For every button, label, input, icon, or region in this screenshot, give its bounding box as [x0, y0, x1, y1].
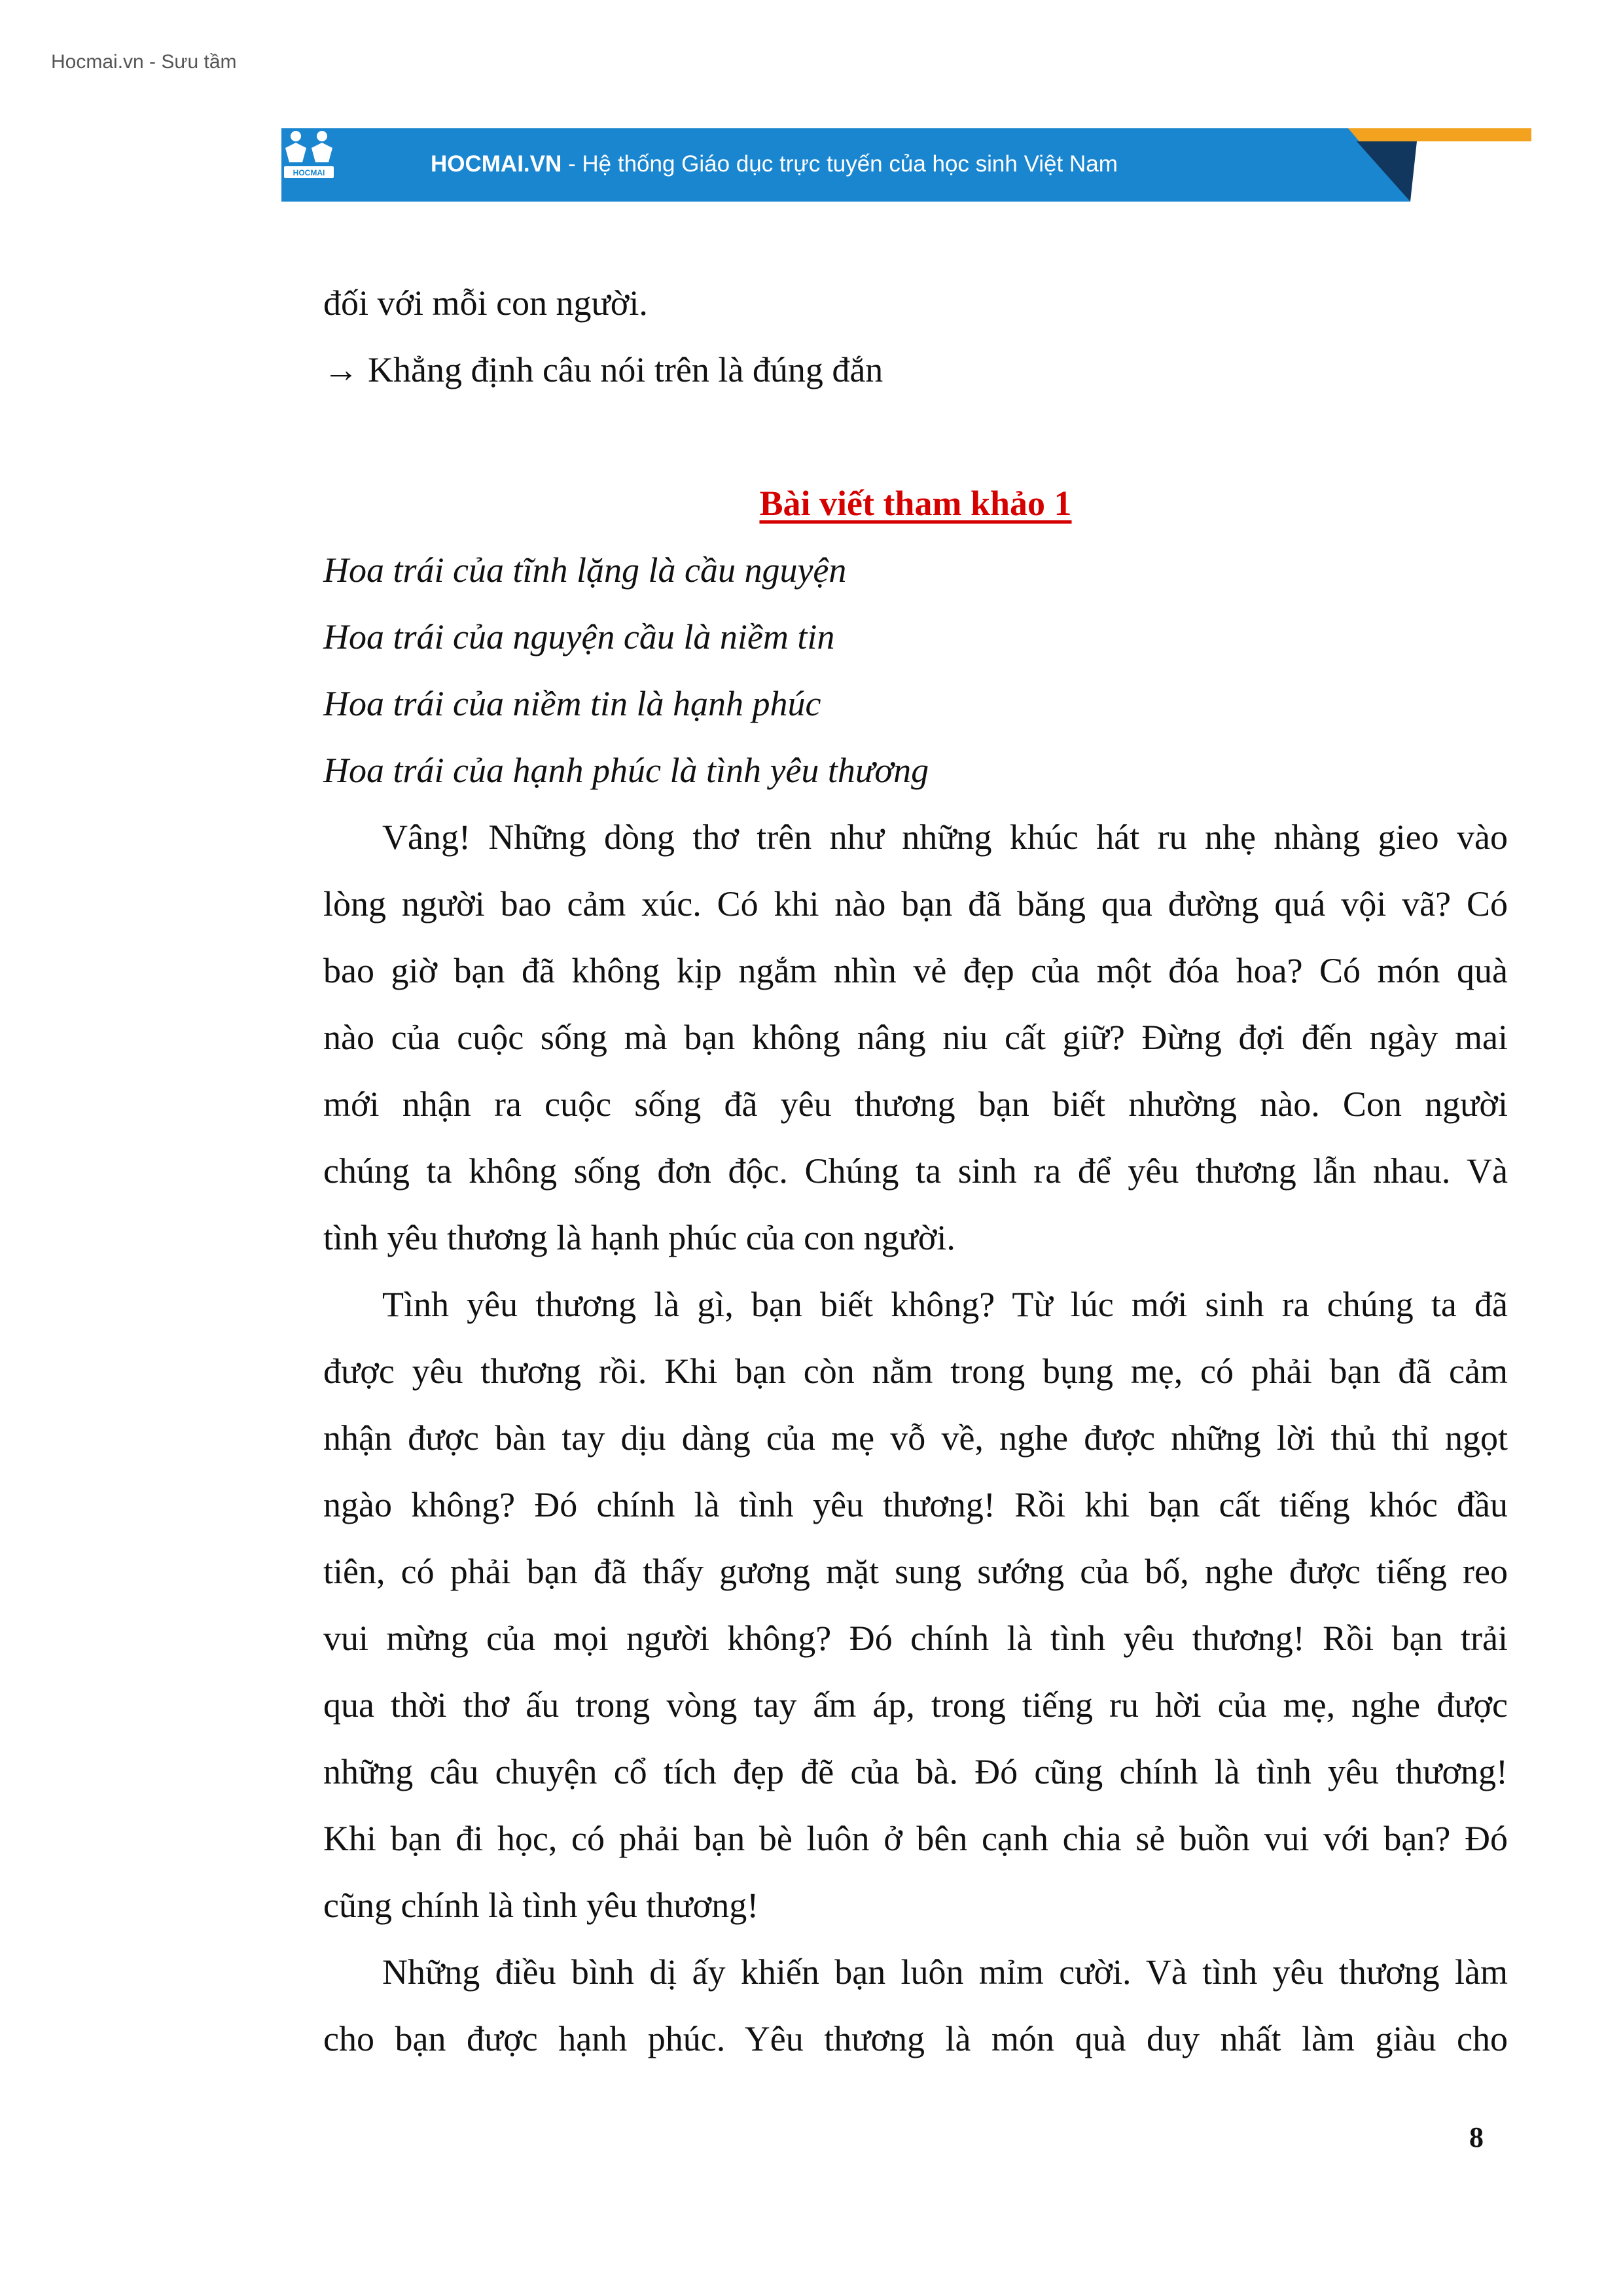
poem-line: Hoa trái của nguyện cầu là niềm tin — [323, 617, 835, 656]
spacer — [323, 403, 1508, 470]
conclusion-line — [323, 336, 1508, 403]
paragraph-line: Những điều bình dị ấy khiến bạn luôn mỉm cười. Và tình yêu thương làm — [382, 1952, 1508, 1992]
document-body — [323, 270, 1508, 2072]
paragraph-line: được yêu thương rồi. Khi bạn còn nằm trong bụng mẹ, có phải bạn đã cảm — [323, 1352, 1508, 1391]
banner-orange-stripe — [1348, 128, 1531, 141]
paragraph-line: bao giờ bạn đã không kịp ngắm nhìn vẻ đẹp của một đóa hoa? Có món quà — [323, 951, 1508, 990]
paragraph-line: chúng ta không sống đơn độc. Chúng ta sinh ra để yêu thương lẫn nhau. Và — [323, 1151, 1508, 1191]
poem-line: Hoa trái của niềm tin là hạnh phúc — [323, 684, 821, 723]
paragraph-line: vui mừng của mọi người không? Đó chính là tình yêu thương! Rồi bạn trải — [323, 1619, 1508, 1658]
paragraph-line: ngào không? Đó chính là tình yêu thương! Rồi khi bạn cất tiếng khóc đầu — [323, 1485, 1508, 1524]
logo-caption: HOCMAI — [293, 168, 325, 177]
hocmai-logo-icon — [281, 128, 336, 182]
paragraph-line: qua thời thơ ấu trong vòng tay ấm áp, trong tiếng ru hời của mẹ, nghe được — [323, 1685, 1508, 1725]
paragraph-line: cho bạn được hạnh phúc. Yêu thương là món quà duy nhất làm giàu cho — [323, 2019, 1508, 2058]
page-number: 8 — [1469, 2121, 1484, 2153]
paragraph-line: tiên, có phải bạn đã thấy gương mặt sung sướng của bố, nghe được tiếng reo — [323, 1552, 1508, 1591]
paragraph-line: tình yêu thương là hạnh phúc của con người. — [323, 1218, 955, 1257]
paragraph-line: nào của cuộc sống mà bạn không nâng niu cất giữ? Đừng đợi đến ngày mai — [323, 1018, 1508, 1057]
paragraph-line: mới nhận ra cuộc sống đã yêu thương bạn biết nhường nào. Con người — [323, 1085, 1508, 1124]
paragraph-line: Tình yêu thương là gì, bạn biết không? Từ lúc mới sinh ra chúng ta đã — [382, 1285, 1508, 1324]
paragraph-line: những câu chuyện cổ tích đẹp đẽ của bà. Đó cũng chính là tình yêu thương! — [323, 1752, 1508, 1791]
paragraph-line: cũng chính là tình yêu thương! — [323, 1886, 759, 1925]
section-heading: Bài viết tham khảo 1 — [759, 484, 1072, 523]
paragraph-line: Khi bạn đi học, có phải bạn bè luôn ở bên cạnh chia sẻ buồn vui với bạn? Đó — [323, 1819, 1508, 1858]
banner-title — [431, 151, 1118, 177]
header-banner — [281, 128, 1531, 202]
conclusion-text: Khẳng định câu nói trên là đúng đắn — [368, 350, 883, 389]
poem-line: Hoa trái của tĩnh lặng là cầu nguyện — [323, 550, 847, 590]
watermark-text: Hocmai.vn - Sưu tầm — [51, 51, 237, 73]
paragraph-line: Vâng! Những dòng thơ trên như những khúc hát ru nhẹ nhàng gieo vào — [382, 817, 1508, 857]
paragraph-line: lòng người bao cảm xúc. Có khi nào bạn đã băng qua đường quá vội vã? Có — [323, 884, 1508, 924]
brand-name: HOCMAI.VN — [431, 151, 562, 177]
paragraph-line: nhận được bàn tay dịu dàng của mẹ vỗ về, nghe được những lời thủ thỉ ngọt — [323, 1418, 1508, 1458]
arrow-right-icon: → — [323, 350, 359, 389]
brand-tagline: - Hệ thống Giáo dục trực tuyến của học sinh Việt Nam — [562, 151, 1118, 177]
intro-line: đối với mỗi con người. — [323, 283, 648, 323]
poem-line: Hoa trái của hạnh phúc là tình yêu thương — [323, 751, 929, 790]
